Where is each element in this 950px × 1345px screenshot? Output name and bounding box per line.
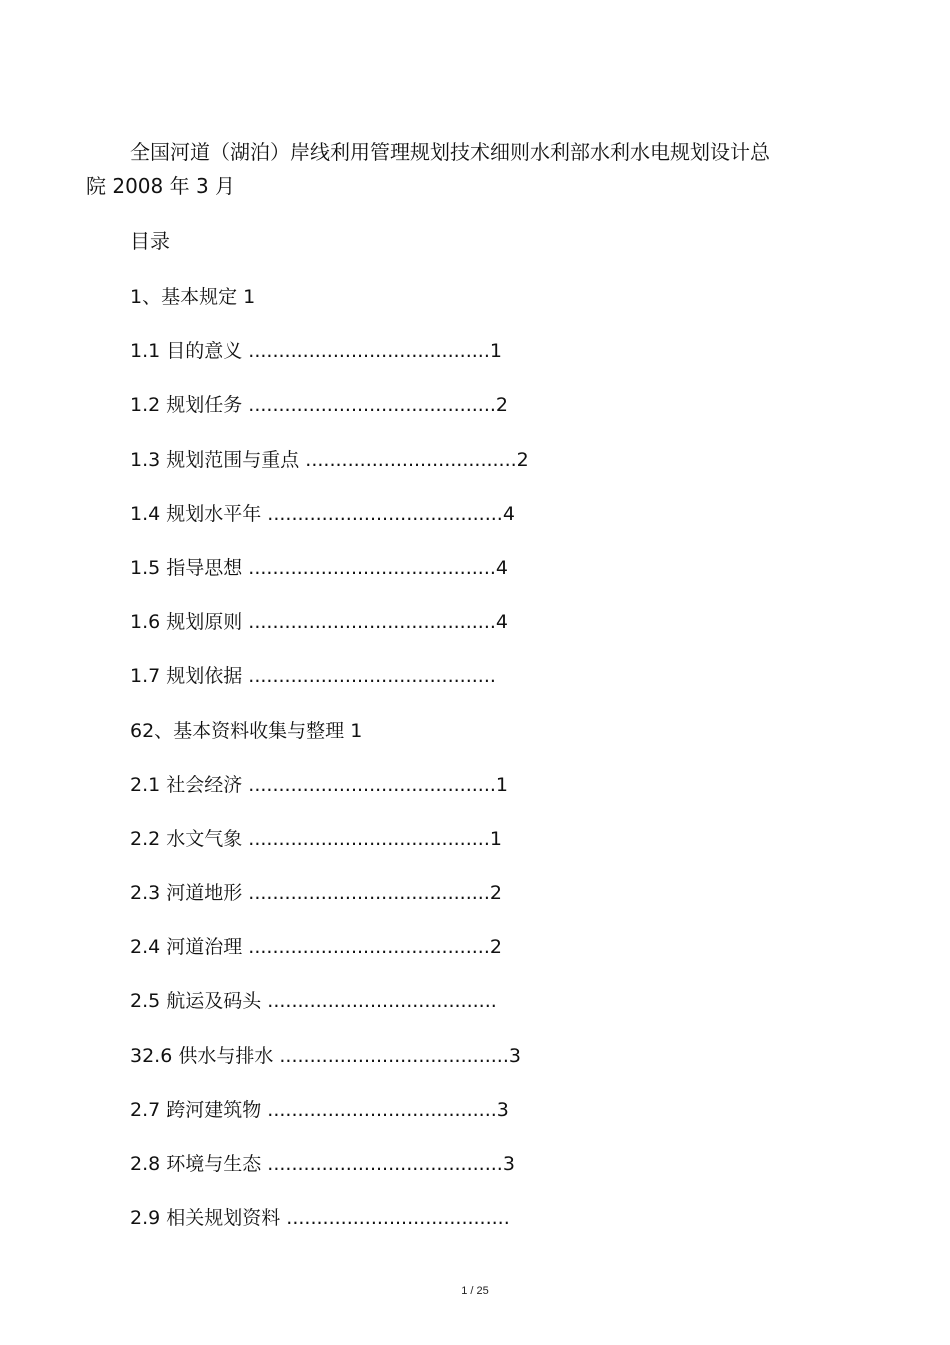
table-of-contents [130, 283, 529, 1258]
toc-item-2-3[interactable]: 2.3 河道地形 ........................................2 [130, 882, 502, 905]
page-indicator: 1 / 25 [461, 1285, 489, 1297]
toc-item-1-3[interactable]: 1.3 规划范围与重点 ...................................2 [130, 448, 529, 471]
toc-item-1-1[interactable]: 1.1 目的意义 ........................................1 [130, 340, 502, 363]
toc-item-1-4[interactable]: 1.4 规划水平年 .......................................4 [130, 502, 515, 525]
toc-item-1-5[interactable]: 1.5 指导思想 .........................................4 [130, 556, 509, 579]
toc-item-2-6[interactable]: 32.6 供水与排水 ......................................3 [130, 1044, 521, 1067]
document-title-line-2: 院 2008 年 3 月 [86, 174, 236, 198]
toc-item-2-5[interactable]: 2.5 航运及码头 ...................................... [130, 990, 497, 1013]
toc-heading: 目录 [130, 229, 170, 253]
toc-item-2-8[interactable]: 2.8 环境与生态 .......................................3 [130, 1153, 515, 1175]
toc-item-2-1[interactable]: 2.1 社会经济 .........................................1 [130, 773, 509, 796]
toc-item-2-4[interactable]: 2.4 河道治理 ........................................2 [130, 936, 502, 959]
toc-item-1-7[interactable]: 1.7 规划依据 ......................................... [130, 665, 496, 688]
document-title-line-1: 全国河道（湖泊）岸线利用管理规划技术细则水利部水利水电规划设计总 [130, 140, 770, 164]
toc-item-1-6[interactable]: 1.6 规划原则 .........................................4 [130, 611, 509, 634]
toc-item-2-9[interactable]: 2.9 相关规划资料 ..................................... [130, 1207, 510, 1230]
toc-item-2-7[interactable]: 2.7 跨河建筑物 ......................................3 [130, 1098, 509, 1121]
toc-item-1-2[interactable]: 1.2 规划任务 .........................................2 [130, 394, 509, 417]
toc-item-1[interactable]: 1、基本规定 1 [130, 286, 256, 308]
toc-item-2[interactable]: 62、基本资料收集与整理 1 [130, 719, 363, 742]
toc-item-2-2[interactable]: 2.2 水文气象 ........................................1 [130, 827, 502, 850]
